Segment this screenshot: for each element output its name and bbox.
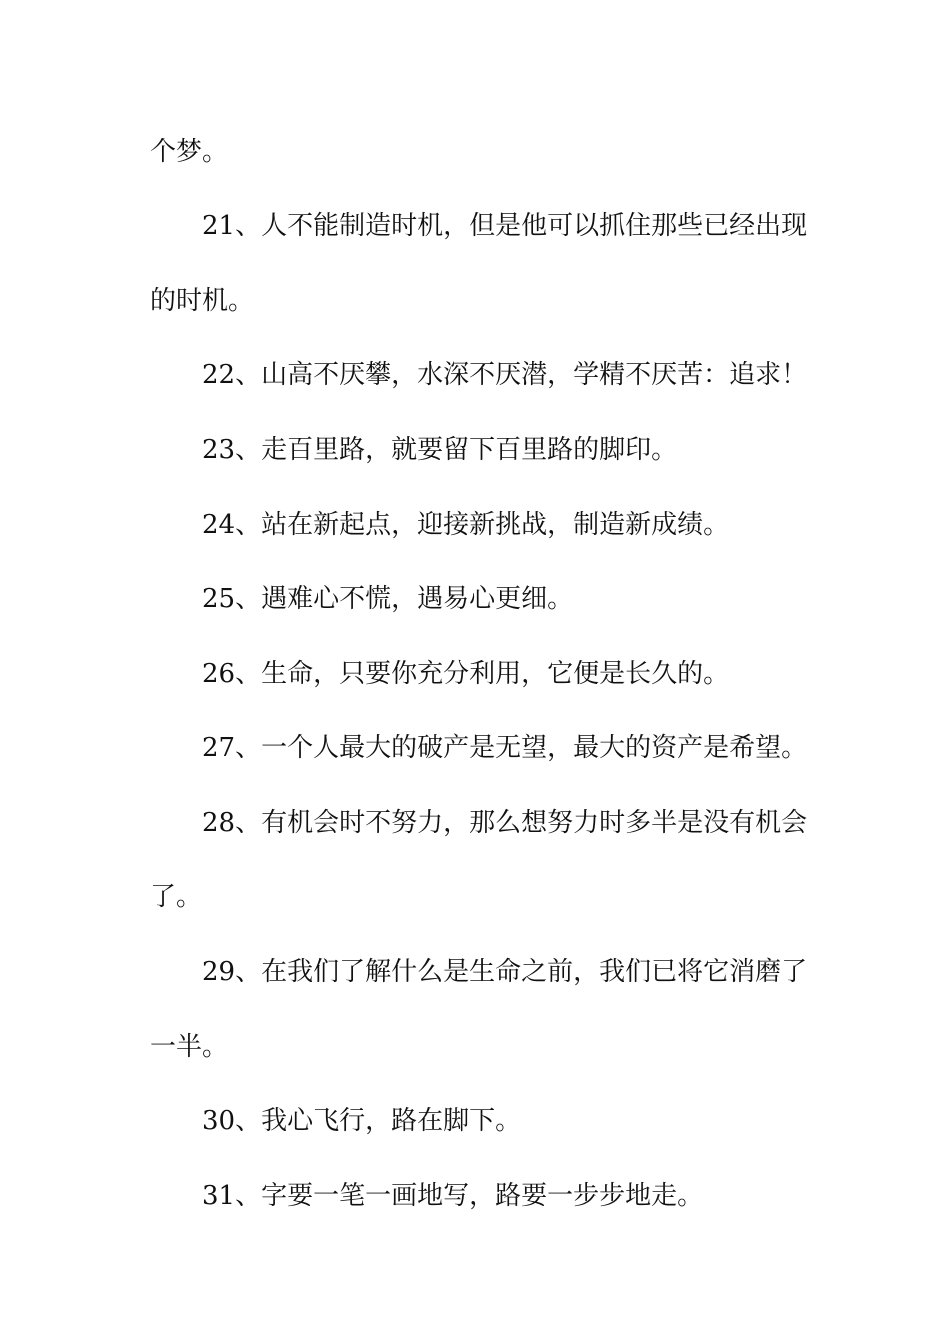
text-line: 28、有机会时不努力，那么想努力时多半是没有机会	[202, 808, 808, 838]
text-line: 个梦。	[150, 137, 229, 167]
text-line: 23、走百里路，就要留下百里路的脚印。	[202, 435, 678, 465]
text-line: 21、人不能制造时机，但是他可以抓住那些已经出现	[202, 211, 808, 241]
text-line: 一半。	[150, 1032, 229, 1062]
text-line: 26、生命，只要你充分利用，它便是长久的。	[202, 659, 730, 689]
text-line: 22、山高不厌攀，水深不厌潜，学精不厌苦：追求！	[202, 360, 808, 390]
text-line: 24、站在新起点，迎接新挑战，制造新成绩。	[202, 510, 730, 540]
text-line: 了。	[150, 882, 203, 912]
text-line: 29、在我们了解什么是生命之前，我们已将它消磨了	[202, 957, 808, 987]
text-line: 27、一个人最大的破产是无望，最大的资产是希望。	[202, 733, 808, 763]
text-line: 30、我心飞行，路在脚下。	[202, 1106, 522, 1136]
text-line: 25、遇难心不慌，遇易心更细。	[202, 584, 574, 614]
text-line: 的时机。	[150, 286, 255, 316]
text-line: 31、字要一笔一画地写，路要一步步地走。	[202, 1181, 704, 1211]
